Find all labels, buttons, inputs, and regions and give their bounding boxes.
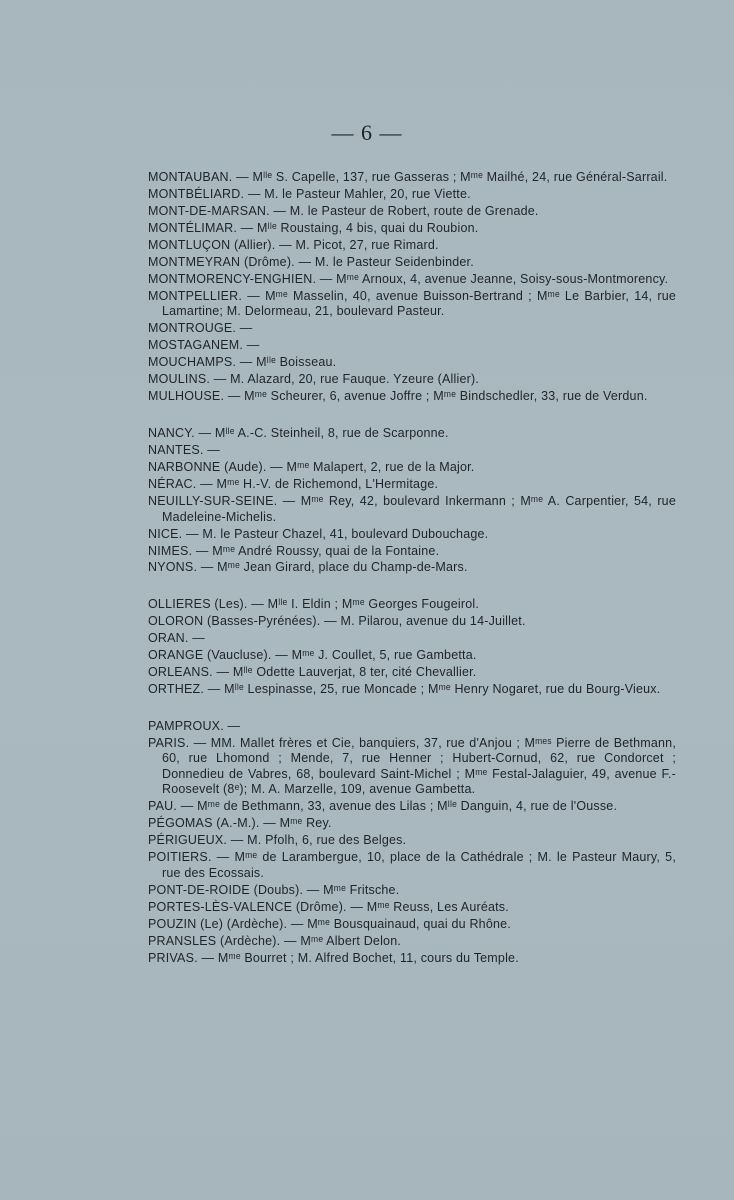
directory-entry: MONTÉLIMAR. — Mˡˡᵉ Roustaing, 4 bis, quai du Roubion. (148, 220, 479, 235)
directory-entry: ORLEANS. — Mˡˡᵉ Odette Lauverjat, 8 ter, cité Chevallier. (148, 665, 477, 680)
directory-entry: MONTLUÇON (Allier). — M. Picot, 27, rue Rimard. (148, 237, 439, 252)
directory-entry: ORANGE (Vaucluse). — Mᵐᵉ J. Coullet, 5, rue Gambetta. (148, 648, 477, 663)
directory-entry: NEUILLY-SUR-SEINE. — Mᵐᵉ Rey, 42, boulevard Inkermann ; Mᵐᵉ A. Carpentier, 54, rue Madeleine-Michelis. (148, 493, 676, 524)
directory-entries (148, 170, 676, 987)
directory-entry: PONT-DE-ROIDE (Doubs). — Mᵐᵉ Fritsche. (148, 882, 400, 897)
letter-group (148, 719, 676, 967)
directory-entry: MOUCHAMPS. — Mˡˡᵉ Boisseau. (148, 355, 337, 370)
letter-group (148, 170, 676, 405)
directory-entry: MONTROUGE. — (148, 321, 253, 336)
directory-entry: ORAN. — (148, 631, 205, 646)
directory-entry: NANTES. — (148, 442, 220, 457)
directory-entry: MONT-DE-MARSAN. — M. le Pasteur de Robert, route de Grenade. (148, 203, 539, 218)
directory-entry: NIMES. — Mᵐᵉ André Roussy, quai de la Fontaine. (148, 543, 440, 558)
directory-entry: NICE. — M. le Pasteur Chazel, 41, boulevard Dubouchage. (148, 526, 489, 541)
letter-group (148, 426, 676, 576)
directory-entry: MONTMEYRAN (Drôme). — M. le Pasteur Seidenbinder. (148, 254, 474, 269)
page-number: — 6 — (331, 120, 403, 145)
directory-entry: PÉGOMAS (A.-M.). — Mᵐᵉ Rey. (148, 816, 332, 831)
directory-entry: PARIS. — MM. Mallet frères et Cie, banquiers, 37, rue d'Anjou ; Mᵐᵉˢ Pierre de Bethmann, 60, rue Lhomond ; Mende, 7, rue Henner ; Hubert-Cornud, 62, rue Condorcet ; Donnedieu de Vabres, 68, boulevard Saint-Michel ; Mᵐᵉ Festal-Jalaguier, 49, avenue F.-Roosevelt (8ᵉ); M. A. Marzelle, 109, avenue Gambetta. (148, 735, 676, 797)
directory-entry: OLORON (Basses-Pyrénées). — M. Pilarou, avenue du 14-Juillet. (148, 614, 526, 629)
directory-entry: ORTHEZ. — Mˡˡᵉ Lespinasse, 25, rue Moncade ; Mᵐᵉ Henry Nogaret, rue du Bourg-Vieux. (148, 682, 661, 696)
directory-entry: MULHOUSE. — Mᵐᵉ Scheurer, 6, avenue Joffre ; Mᵐᵉ Bindschedler, 33, rue de Verdun. (148, 389, 648, 404)
directory-entry: MOSTAGANEM. — (148, 338, 260, 353)
directory-entry: MOULINS. — M. Alazard, 20, rue Fauque. Yzeure (Allier). (148, 372, 480, 387)
directory-entry: OLLIERES (Les). — Mˡˡᵉ I. Eldin ; Mᵐᵉ Georges Fougeirol. (148, 597, 479, 612)
directory-entry: NYONS. — Mᵐᵉ Jean Girard, place du Champ-de-Mars. (148, 560, 468, 575)
directory-entry: POITIERS. — Mᵐᵉ de Larambergue, 10, place de la Cathédrale ; M. le Pasteur Maury, 5, rue des Ecossais. (148, 850, 676, 880)
directory-entry: MONTAUBAN. — Mˡˡᵉ S. Capelle, 137, rue Gasseras ; Mᵐᵉ Mailhé, 24, rue Général-Sarrail. (148, 170, 668, 184)
directory-entry: POUZIN (Le) (Ardèche). — Mᵐᵉ Bousquainaud, quai du Rhône. (148, 916, 511, 931)
directory-entry: PAMPROUX. — (148, 718, 241, 733)
directory-entry: MONTBÉLIARD. — M. le Pasteur Mahler, 20, rue Viette. (148, 186, 471, 201)
directory-entry: PÉRIGUEUX. — M. Pfolh, 6, rue des Belges. (148, 833, 407, 848)
directory-entry: PORTES-LÈS-VALENCE (Drôme). — Mᵐᵉ Reuss, Les Auréats. (148, 899, 509, 914)
directory-entry: NANCY. — Mˡˡᵉ A.-C. Steinheil, 8, rue de Scarponne. (148, 426, 449, 440)
directory-entry: PRANSLES (Ardèche). — Mᵐᵉ Albert Delon. (148, 933, 402, 948)
directory-entry: MONTPELLIER. — Mᵐᵉ Masselin, 40, avenue Buisson-Bertrand ; Mᵐᵉ Le Barbier, 14, rue Lamartine; M. Delormeau, 21, boulevard Pasteur. (148, 288, 676, 319)
directory-entry: NARBONNE (Aude). — Mᵐᵉ Malapert, 2, rue de la Major. (148, 459, 475, 474)
directory-entry: MONTMORENCY-ENGHIEN. — Mᵐᵉ Arnoux, 4, avenue Jeanne, Soisy-sous-Montmorency. (148, 271, 669, 286)
letter-group (148, 597, 676, 698)
directory-entry: PRIVAS. — Mᵐᵉ Bourret ; M. Alfred Bochet, 11, cours du Temple. (148, 950, 519, 965)
directory-entry: NÉRAC. — Mᵐᵉ H.-V. de Richemond, L'Hermitage. (148, 476, 439, 491)
directory-entry: PAU. — Mᵐᵉ de Bethmann, 33, avenue des Lilas ; Mˡˡᵉ Danguin, 4, rue de l'Ousse. (148, 799, 618, 814)
